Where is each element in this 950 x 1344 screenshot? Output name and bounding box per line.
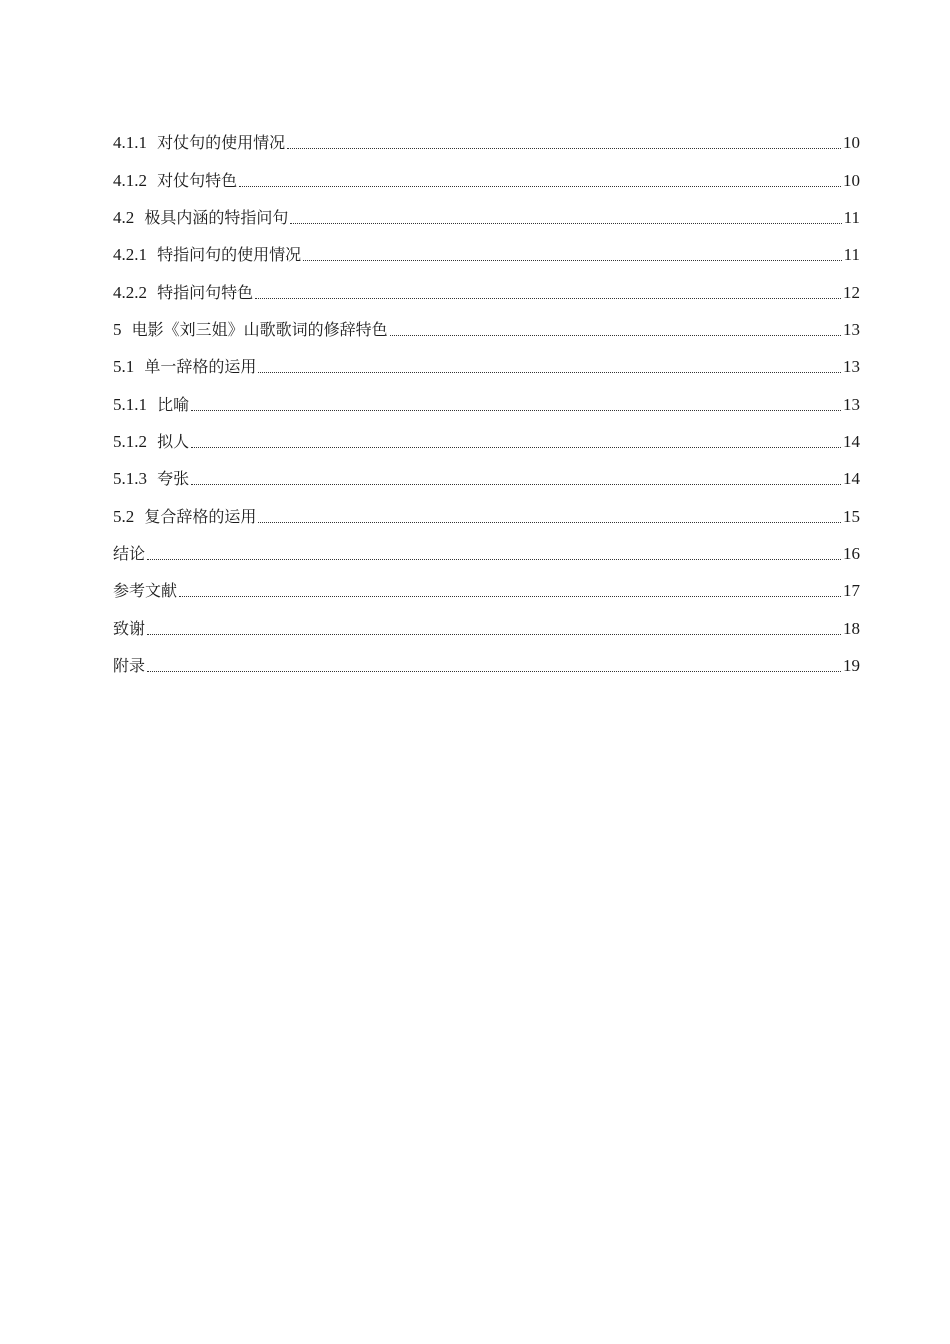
toc-leader-dots xyxy=(147,671,841,672)
toc-entry-page: 16 xyxy=(843,544,860,564)
toc-entry-number: 5.1.1 xyxy=(113,394,147,414)
toc-leader-dots xyxy=(239,186,841,187)
toc-entry-number: 4.2.2 xyxy=(113,282,147,302)
toc-entry-number: 5.1.3 xyxy=(113,469,147,489)
toc-entry-page: 14 xyxy=(843,432,860,452)
toc-entry-text: 复合辞格的运用 xyxy=(144,506,257,526)
toc-entry-page: 12 xyxy=(843,282,860,302)
toc-leader-dots xyxy=(258,522,841,523)
toc-entry-text: 对仗句的使用情况 xyxy=(157,133,286,153)
toc-entry-title xyxy=(113,653,147,679)
toc-entry[interactable] xyxy=(113,156,860,193)
toc-entry-text: 特指问句特色 xyxy=(157,282,254,302)
toc-entry-number: 4.2.1 xyxy=(113,245,147,265)
toc-entry[interactable] xyxy=(113,604,860,641)
toc-entry-text: 单一辞格的运用 xyxy=(144,357,257,377)
toc-entry-title xyxy=(113,280,255,306)
toc-entry-page: 18 xyxy=(843,618,860,638)
toc-entry-title xyxy=(113,616,147,642)
toc-entry-text: 致谢 xyxy=(113,618,146,638)
toc-entry-page: 14 xyxy=(843,469,860,489)
toc-leader-dots xyxy=(390,335,841,336)
toc-entry-text: 参考文献 xyxy=(113,581,178,601)
toc-leader-dots xyxy=(290,223,841,224)
toc-entry-text: 特指问句的使用情况 xyxy=(157,245,302,265)
toc-leader-dots xyxy=(287,148,841,149)
toc-entry-number: 5 xyxy=(113,320,122,340)
table-of-contents xyxy=(113,119,860,679)
toc-entry-text: 极具内涵的特指问句 xyxy=(144,208,289,228)
toc-entry[interactable] xyxy=(113,343,860,380)
toc-entry-text: 比喻 xyxy=(157,394,190,414)
toc-entry[interactable] xyxy=(113,455,860,492)
toc-entry[interactable] xyxy=(113,567,860,604)
toc-leader-dots xyxy=(303,260,841,261)
toc-entry-title xyxy=(113,466,191,492)
toc-entry-title xyxy=(113,130,287,156)
toc-entry-title xyxy=(113,168,239,194)
toc-entry-page: 13 xyxy=(843,320,860,340)
toc-entry-text: 拟人 xyxy=(157,432,190,452)
toc-entry-text: 附录 xyxy=(113,656,146,676)
toc-leader-dots xyxy=(191,484,841,485)
toc-entry-page: 13 xyxy=(843,394,860,414)
toc-leader-dots xyxy=(191,447,841,448)
toc-entry-page: 11 xyxy=(843,208,860,228)
toc-entry-text: 对仗句特色 xyxy=(157,170,238,190)
toc-leader-dots xyxy=(255,298,841,299)
toc-entry-text: 结论 xyxy=(113,544,146,564)
toc-entry-page: 15 xyxy=(843,506,860,526)
toc-entry-number: 4.1.1 xyxy=(113,133,147,153)
toc-entry-page: 10 xyxy=(843,133,860,153)
toc-entry-title xyxy=(113,317,390,343)
toc-entry-number: 5.1 xyxy=(113,357,135,377)
toc-leader-dots xyxy=(179,596,841,597)
toc-entry-title xyxy=(113,242,303,268)
toc-entry-page: 10 xyxy=(843,170,860,190)
toc-entry-title xyxy=(113,354,258,380)
toc-entry[interactable] xyxy=(113,380,860,417)
toc-entry[interactable] xyxy=(113,530,860,567)
toc-entry-title xyxy=(113,578,179,604)
toc-entry-text: 夸张 xyxy=(157,469,190,489)
toc-entry-page: 17 xyxy=(843,581,860,601)
toc-entry-page: 19 xyxy=(843,656,860,676)
toc-leader-dots xyxy=(147,634,841,635)
toc-entry-number: 4.2 xyxy=(113,208,135,228)
toc-entry-title xyxy=(113,504,258,530)
toc-leader-dots xyxy=(147,559,841,560)
toc-entry-title xyxy=(113,392,191,418)
toc-entry-title xyxy=(113,205,290,231)
toc-entry-title xyxy=(113,541,147,567)
toc-leader-dots xyxy=(258,372,841,373)
toc-entry[interactable] xyxy=(113,418,860,455)
toc-entry-title xyxy=(113,429,191,455)
toc-entry[interactable] xyxy=(113,231,860,268)
toc-entry-number: 4.1.2 xyxy=(113,170,147,190)
toc-entry[interactable] xyxy=(113,119,860,156)
toc-entry-page: 11 xyxy=(843,245,860,265)
toc-leader-dots xyxy=(191,410,841,411)
toc-entry[interactable] xyxy=(113,268,860,305)
toc-entry-text: 电影《刘三姐》山歌歌词的修辞特色 xyxy=(131,320,388,340)
toc-entry[interactable] xyxy=(113,306,860,343)
toc-entry[interactable] xyxy=(113,194,860,231)
toc-entry-number: 5.1.2 xyxy=(113,432,147,452)
toc-entry[interactable] xyxy=(113,642,860,679)
toc-entry-page: 13 xyxy=(843,357,860,377)
toc-entry-number: 5.2 xyxy=(113,506,135,526)
toc-entry[interactable] xyxy=(113,492,860,529)
